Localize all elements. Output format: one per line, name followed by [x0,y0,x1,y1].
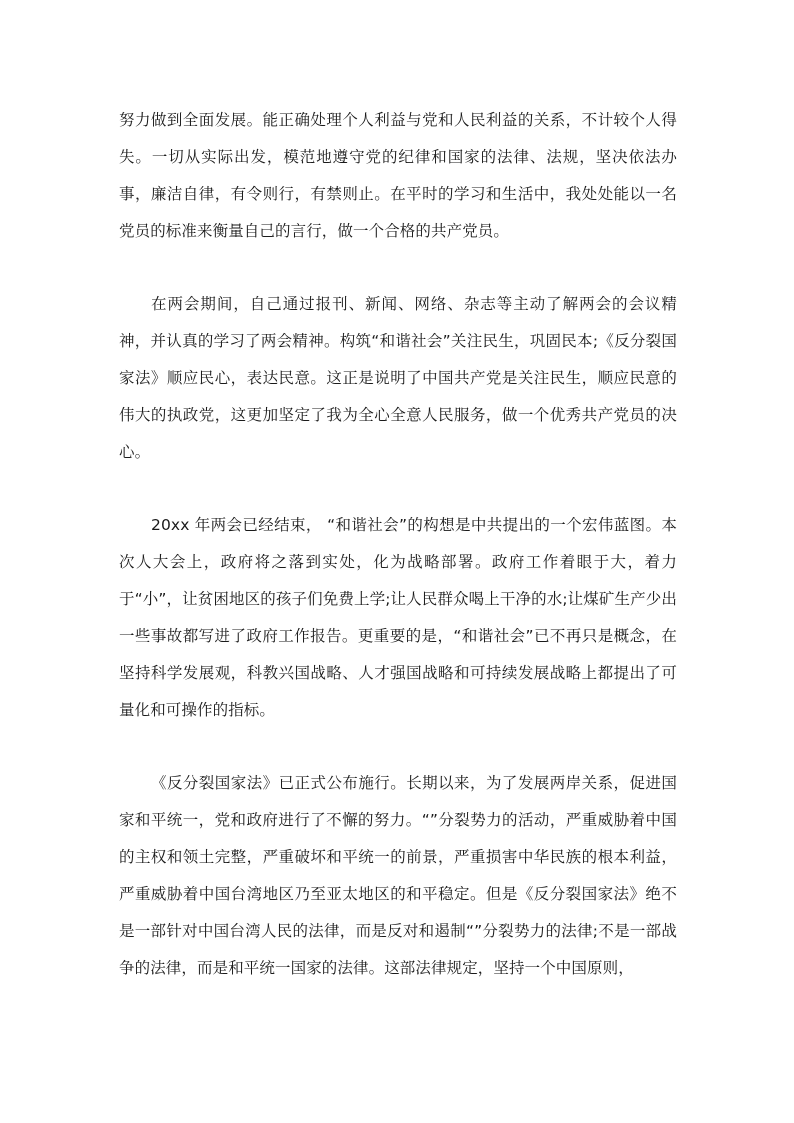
paragraph-4: 《反分裂国家法》已正式公布施行。长期以来，为了发展两岸关系，促进国家和平统一，党和政府进行了不懈的努力。“”分裂势力的活动，严重威胁着中国的主权和领土完整，严重破坏和平统一的前景，严重损害中华民族的根本利益，严重威胁着中国台湾地区乃至亚太地区的和平稳定。但是《反分裂国家法》绝不是一部针对中国台湾人民的法律，而是反对和遏制“”分裂势力的法律;不是一部战争的法律，而是和平统一国家的法律。这部法律规定，坚持一个中国原则， [119,774,677,977]
paragraph-2: 在两会期间，自己通过报刊、新闻、网络、杂志等主动了解两会的会议精神，并认真的学习了两会精神。构筑“和谐社会”关注民生，巩固民本;《反分裂国家法》顺应民心，表达民意。这正是说明了中国共产党是关注民生，顺应民意的伟大的执政党，这更加坚定了我为全心全意人民服务，做一个优秀共产党员的决心。 [119,295,677,461]
paragraph-1: 努力做到全面发展。能正确处理个人利益与党和人民利益的关系，不计较个人得失。一切从实际出发，模范地遵守党的纪律和国家的法律、法规，坚决依法办事，廉洁自律，有令则行，有禁则止。在平时的学习和生活中，我处处能以一名党员的标准来衡量自己的言行，做一个合格的共产党员。 [119,111,677,240]
paragraph-3: 20xx 年两会已经结束， “和谐社会”的构想是中共提出的一个宏伟蓝图。本次人大会上，政府将之落到实处，化为战略部署。政府工作着眼于大，着力于“小”，让贫困地区的孩子们免费上学;让人民群众喝上干净的水;让煤矿生产少出一些事故都写进了政府工作报告。更重要的是，“和谐社会”已不再只是概念，在坚持科学发展观，科教兴国战略、人才强国战略和可持续发展战略上都提出了可量化和可操作的指标。 [119,516,677,719]
document-body [119,102,677,1023]
